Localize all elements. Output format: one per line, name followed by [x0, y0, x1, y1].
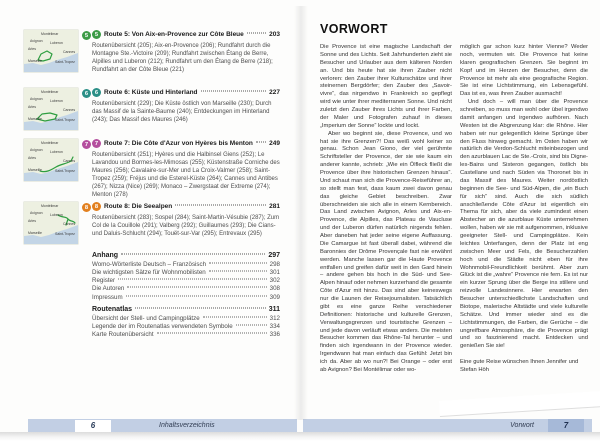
map-label: Montélimar — [41, 203, 59, 208]
route-entry-6 — [24, 88, 280, 130]
route-entry-7 — [24, 139, 280, 199]
toc-item-page: 336 — [269, 331, 280, 339]
toc-section-heading — [92, 306, 280, 313]
toc-item-label: Legende der im Routenatlas verwendeten Symbole — [92, 322, 233, 330]
paragraph: Aber wo beginnt sie, diese Provence, und wo hat sie ihre Grenzen?! Das weiß wohl keiner so genau. Schon Jean Giono, der viel gerühmte Schriftsteller der Provence, der sie wie kaum ein anderer kannte, schrieb: „Wie ein Ölfleck fließt die Provence über ihre historischen Grenzen hinaus“. Und schaut man sich die Provence-Reiseführer an, so stellt man fest, dass kaum zwei davon genau das gleiche Gebiet beschreiben. Zwar überschneiden sie sich alle in einem Kernbereich. Das Land zwischen Avignon, Arles und Aix-en-Provence, die Alpilles, das Plateau de Vaucluse und der Luberon dürfen natürlich nirgends fehlen. Aber daneben hat jeder seine eigene Auffassung. Die Camargue ist fast überall dabei, während die Baronnies der Drôme Provençale fast nie erwähnt werden. Manche lassen gar die Haute Provence entfallen und greifen dafür weit in den Gard hinein – andere gehen bis hoch in die Süd- und See-Alpen hinauf oder nehmen kurzerhand die gesamte Côte d'Azur mit hinzu. Das sind aber keineswegs nur die Launen der Reisejournalisten. Tatsächlich gibt es eine ganze Reihe verschiedener Definitionen: historische und kulturelle Grenzen, Verwaltungsgrenzen und touristische Grenzen – und jede davon verläuft etwas anders. Die meisten Besucher kommen das Rhône-Tal herunter – und finden sich irgendwann in der Provence wieder. Irgendwann hat man einfach das Gefühl: Jetzt bin ich da. Aber ab wo nun?! Bei Orange – oder erst ab Avignon? Bei Montélimar oder wo- — [320, 130, 452, 373]
toc-section-routenatlas — [92, 306, 280, 339]
route-number-badge: 5 — [92, 30, 101, 39]
map-label: Cannes — [63, 107, 76, 112]
map-label: Marseille — [28, 230, 43, 235]
toc-item-label: Die wichtigsten Sätze für Wohnmobilisten — [92, 268, 206, 276]
dot-leader — [247, 33, 266, 34]
toc-item-page: 302 — [269, 277, 280, 285]
route-page-number: 281 — [269, 203, 280, 210]
map-label: Saint-Tropez — [55, 232, 75, 236]
map-label: Marseille — [28, 58, 43, 63]
map-label: Arles — [28, 47, 36, 51]
dot-leader — [256, 142, 266, 143]
map-label: Montélimar — [41, 89, 59, 94]
toc-item-label: Impressum — [92, 293, 123, 301]
map-label: Cannes — [63, 221, 76, 226]
dot-leader — [209, 262, 267, 263]
route-title: Route 7: Die Côte d'Azur von Hyères bis Menton — [104, 140, 253, 147]
toc-item-label: Karte Routenübersicht — [92, 331, 154, 339]
toc-item-label: Übersicht der Stell- und Campingplätze — [92, 314, 200, 322]
map-label: Marseille — [28, 116, 43, 121]
toc-item-label: Die Autoren — [92, 285, 125, 293]
route-entry-8 — [24, 202, 280, 244]
route-page-number: 203 — [269, 31, 280, 38]
route-map-7 — [24, 139, 89, 181]
dot-leader — [236, 324, 267, 325]
route-page-number: 249 — [269, 140, 280, 147]
footer-label: Inhaltsverzeichnis — [159, 422, 215, 429]
map-label: Luberon — [50, 149, 63, 154]
route-number-badge: 7 — [92, 139, 101, 148]
vorwort-column-1 — [320, 44, 452, 375]
route-title: Route 6: Küste und Hinterland — [104, 89, 198, 96]
route-map-8 — [24, 202, 89, 244]
toc-section-title: Routenatlas — [92, 306, 133, 313]
route-number-badge: 6 — [92, 88, 101, 97]
toc-item — [92, 261, 280, 268]
map-label: Montélimar — [41, 140, 59, 145]
route-number-badge: 5 — [82, 31, 91, 40]
page-fold-graphic — [439, 390, 600, 417]
toc-item-page: 298 — [269, 260, 280, 268]
map-label: Avignon — [30, 39, 43, 43]
route-number-badge: 7 — [82, 140, 91, 149]
dot-leader — [135, 308, 266, 309]
route-description: Routenübersicht (283); Sospel (284); Saint-Martin-Vésubie (287); Zum Col de la Couillole (291); Valberg (292); Guillaumes (293); Die Cians- und Daluis-Schlucht (294); Touët-sur-Var (295); Entrevaux (295) — [92, 214, 280, 237]
map-label: Arles — [28, 219, 36, 223]
map-label: Avignon — [30, 211, 43, 215]
toc-item-label: Register — [92, 277, 116, 285]
dot-leader — [175, 205, 266, 206]
page-edge-shadow — [0, 432, 600, 441]
footer-page-number: 7 — [548, 419, 584, 432]
left-page-footer — [28, 419, 297, 432]
map-label: Saint-Tropez — [55, 118, 75, 122]
map-label: Arles — [28, 105, 36, 109]
toc-section-page: 297 — [268, 252, 280, 259]
dot-leader — [118, 279, 267, 280]
map-label: Cannes — [63, 158, 76, 163]
paragraph: Und doch – will man über die Provence schreiben, so muss man wohl oder übel irgendwo damit anfangen und irgendwo aufhören. Nach Westen ist die Abgrenzung klar: die Rhône. Hier haben wir nur gelegentlich kleine Sprünge über den Fluss hinweg gemacht. Im Osten haben wir natürlich die Verdon-Schlucht miteinbezogen und den azurblauen Lac de Ste.-Croix, sind bis Digne-les-Bains und Sisteron gegangen, östlich bis Castellane und nach Süden via Thoronet bis in das Massif des Maures. Weiter nordöstlich beginnen die See- und Süd-Alpen, die „ein Buch für sich“ sind. Auch die sich südlich anschließende Côte d'Azur ist eigentlich ein Thema für sich, aber da viele zumindest einen Abstecher an die azurblaue Küste unternehmen wollen, haben wir sie mit aufgenommen, inklusive geeigneter Stell- und Campingplätze. Kein leichtes Unterfangen, denn der Platz ist eng zwischen Meer und Fels, die Besucherzahlen hoch und die Städte nicht eben für ihre Wohnmobil-Freundlichkeit berühmt. Aber zum Glück ist die „wahre“ Provence nie fern. Es ist nur ein kurzer Sprung über die Berge ins stillere und reizvolle Landesinnere. Hier erwarten den Besucher unterschiedlichste Landschaften und Biotope, malerische Altstädte und viele kulturelle Schätze. Und immer wieder sind es die Lichtstimmungen, die Farben, die Gerüche – die ungreifbare Atmosphäre, die die Provence prägt und so faszinierend macht. Entdecken und genießen Sie sie! — [460, 99, 588, 350]
footer-page-number: 6 — [75, 420, 111, 432]
map-label: Montélimar — [41, 31, 59, 36]
toc-item — [92, 269, 280, 276]
toc-section-page: 311 — [268, 306, 280, 313]
toc-section-anhang — [92, 252, 280, 302]
route-title: Route 5: Von Aix-en-Provence zur Côte Bleue — [104, 31, 244, 38]
page-title: VORWORT — [320, 22, 388, 36]
toc-item — [92, 315, 280, 322]
route-number-badge: 6 — [82, 89, 91, 98]
toc-item-page: 312 — [269, 314, 280, 322]
map-label: Marseille — [28, 167, 43, 172]
toc-item — [92, 277, 280, 284]
toc-item-page: 301 — [269, 268, 280, 276]
dot-leader — [203, 316, 267, 317]
toc-item — [92, 323, 280, 330]
route-description: Routenübersicht (251); Hyères und die Halbinsel Giens (252); Le Lavandou und Bormes-les-Mimosas (255); Küstenstraße Corniche des Maures (256); Cavalaire-sur-Mer und La Croix-Valmer (258); Saint-Tropez (259); Fréjus und die Esterel-Küste (264); Cannes und Antibes (267); Nizza (Nice) (269); Monaco – Zwergstaat der Extreme (274); Menton (278) — [92, 151, 280, 199]
route-description: Routenübersicht (229); Die Küste östlich von Marseille (230); Durch das Massif de la Sainte-Baume (240); Entdeckungen im Hinterland (243); Das Massif des Maures (246) — [92, 100, 272, 123]
footer-label: Vorwort — [510, 422, 534, 429]
route-number-badge: 8 — [92, 202, 101, 211]
route-map-5 — [24, 30, 89, 72]
dot-leader — [127, 287, 266, 288]
route-map-6 — [24, 88, 89, 130]
map-label: Saint-Tropez — [55, 169, 75, 173]
route-heading — [92, 30, 280, 39]
toc-item-label: Womo-Wörterliste Deutsch – Französisch — [92, 260, 207, 268]
route-page-number: 227 — [269, 89, 280, 96]
route-heading — [92, 202, 280, 211]
toc-item-page: 308 — [269, 285, 280, 293]
route-title: Route 8: Die Seealpen — [104, 203, 173, 210]
map-label: Saint-Tropez — [55, 60, 75, 64]
route-heading — [92, 139, 280, 148]
dot-leader — [157, 333, 267, 334]
route-entry-5 — [24, 30, 280, 74]
dot-leader — [121, 254, 265, 255]
route-number-badge: 8 — [82, 203, 91, 212]
map-label: Arles — [28, 156, 36, 160]
toc-item — [92, 285, 280, 292]
dot-leader — [126, 295, 267, 296]
map-label: Luberon — [50, 98, 63, 103]
vorwort-column-2 — [460, 44, 588, 375]
toc-section-heading — [92, 252, 280, 259]
route-description: Routenübersicht (205); Aix-en-Provence (206); Rundfahrt durch die Montagne Ste.-Victoire (209); Rundfahrt zwischen Étang de Berre, Alpilles und Luberon (212); Rundfahrt um den Étang de Berre (218); Rundfahrt an der Côte Bleue (221) — [92, 42, 273, 73]
paragraph: Die Provence ist eine magische Landschaft der Sonne und des Lichts. Seit Jahrhunderten zieht sie Besucher und Urlauber aus dem kälteren Norden an. Und bis heute hat sie ihren Zauber nicht verloren: den Zauber ihrer Kulturschätze und ihrer steinernen Bergdörfer; den Zauber des „Savoir-vivre“, das nirgendwo in Frankreich so gepflegt wird wie unter ihrer mediterranen Sonne. Und nicht zuletzt den Zauber ihres Lichts und ihrer Farben, der Maler und Fotografen zuhauf in dieses „Imperium der Sonne“ lockte und lockt. — [320, 44, 452, 129]
toc-section-title: Anhang — [92, 252, 119, 259]
route-heading — [92, 88, 280, 97]
toc-item — [92, 331, 280, 338]
right-page-footer — [303, 419, 592, 432]
signature: Eine gute Reise wünschen Ihnen Jennifer und Stefan Höh — [460, 359, 579, 373]
map-label: Luberon — [50, 40, 63, 45]
toc-item-page: 309 — [269, 293, 280, 301]
paragraph: möglich gar schon kurz hinter Vienne? Weder noch, vermuten wir. Die Provence hat keine klaren geografischen Grenzen. Sie beginnt im Kopf und im Herzen der Besucher, denn die Provence ist mehr als eine geografische Region. Sie ist eine Lichtstimmung, ein Lebensgefühl. Das ist es, was ihren Zauber ausmacht! — [460, 44, 588, 98]
map-label: Cannes — [63, 49, 76, 54]
page-gutter — [294, 6, 308, 420]
dot-leader — [209, 270, 267, 271]
toc-item — [92, 294, 280, 301]
map-label: Luberon — [50, 212, 63, 217]
toc-item-page: 334 — [269, 322, 280, 330]
map-label: Avignon — [30, 148, 43, 152]
dot-leader — [201, 91, 267, 92]
map-label: Avignon — [30, 97, 43, 101]
